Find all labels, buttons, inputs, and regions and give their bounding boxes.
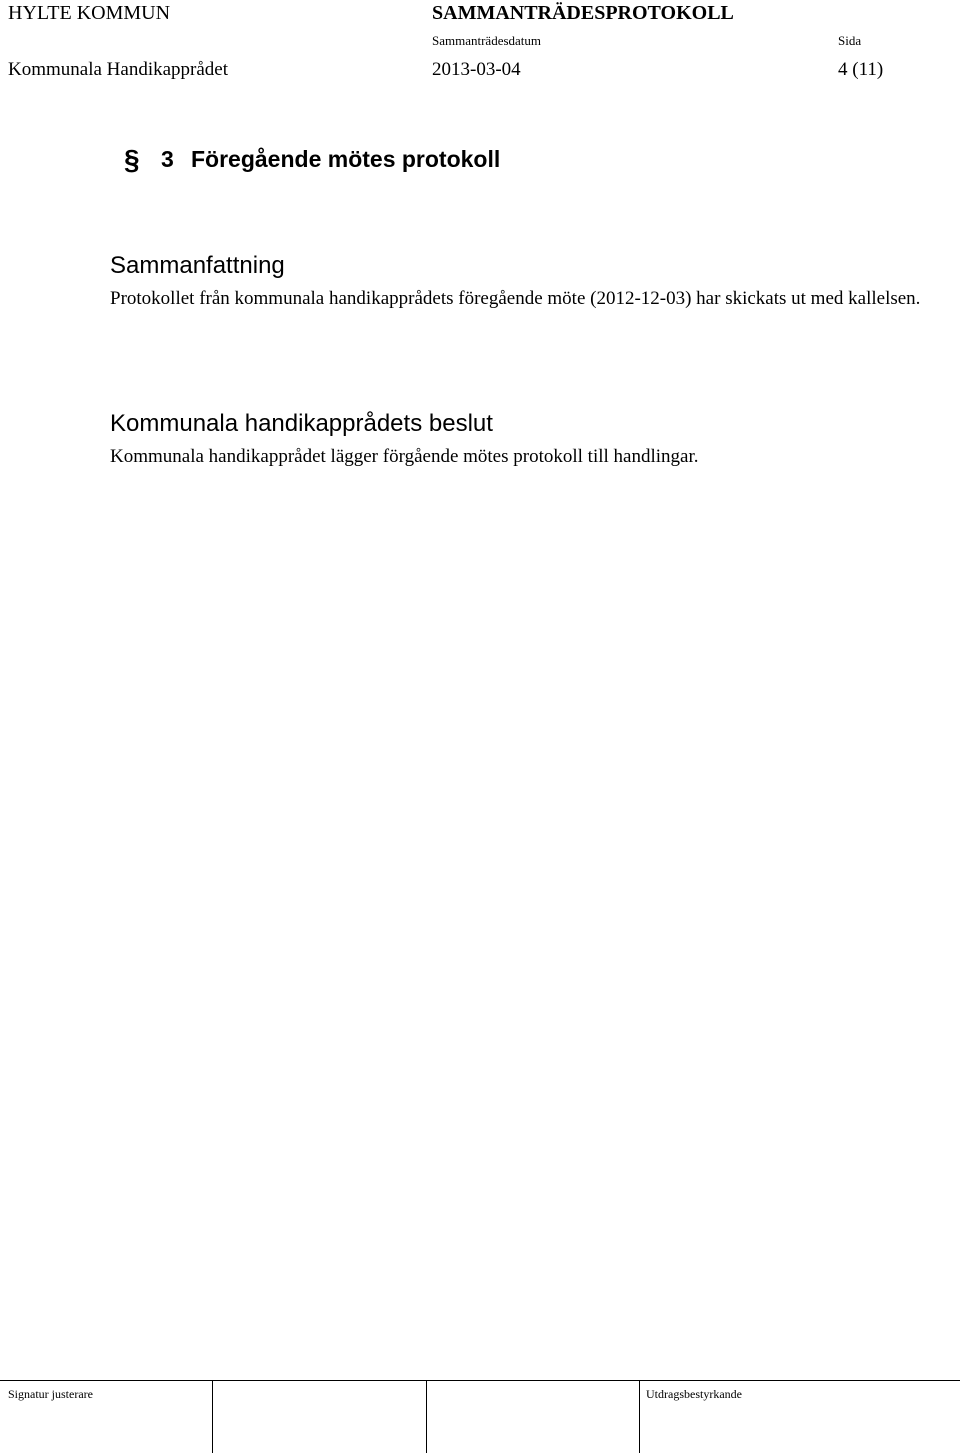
section-title: Föregående mötes protokoll (191, 146, 501, 172)
meeting-date-label: Sammanträdesdatum (432, 33, 542, 48)
extract-certification-label: Utdragsbestyrkande (646, 1387, 742, 1401)
document-type: SAMMANTRÄDESPROTOKOLL (432, 2, 734, 24)
meeting-date: 2013-03-04 (432, 59, 521, 80)
organization-name: HYLTE KOMMUN (8, 2, 171, 24)
extract-cell (639, 1381, 960, 1453)
signature-table (0, 1380, 960, 1453)
section-mark: § (124, 144, 140, 175)
decision-text: Kommunala handikapprådet lägger förgående mötes protokoll till handlingar. (110, 446, 699, 467)
decision-heading: Kommunala handikapprådets beslut (110, 410, 493, 437)
page-label: Sida (838, 33, 862, 48)
signature-cell (426, 1381, 640, 1453)
summary-heading: Sammanfattning (110, 252, 285, 279)
page-number: 4 (11) (838, 59, 884, 80)
summary-text: Protokollet från kommunala handikapprådets föregående möte (2012-12-03) har skickats ut med kallelsen. (110, 288, 921, 309)
section-number: 3 (161, 146, 174, 172)
signature-cell (212, 1381, 427, 1453)
committee-name: Kommunala Handikapprådet (8, 59, 229, 80)
signature-label: Signatur justerare (8, 1387, 93, 1401)
